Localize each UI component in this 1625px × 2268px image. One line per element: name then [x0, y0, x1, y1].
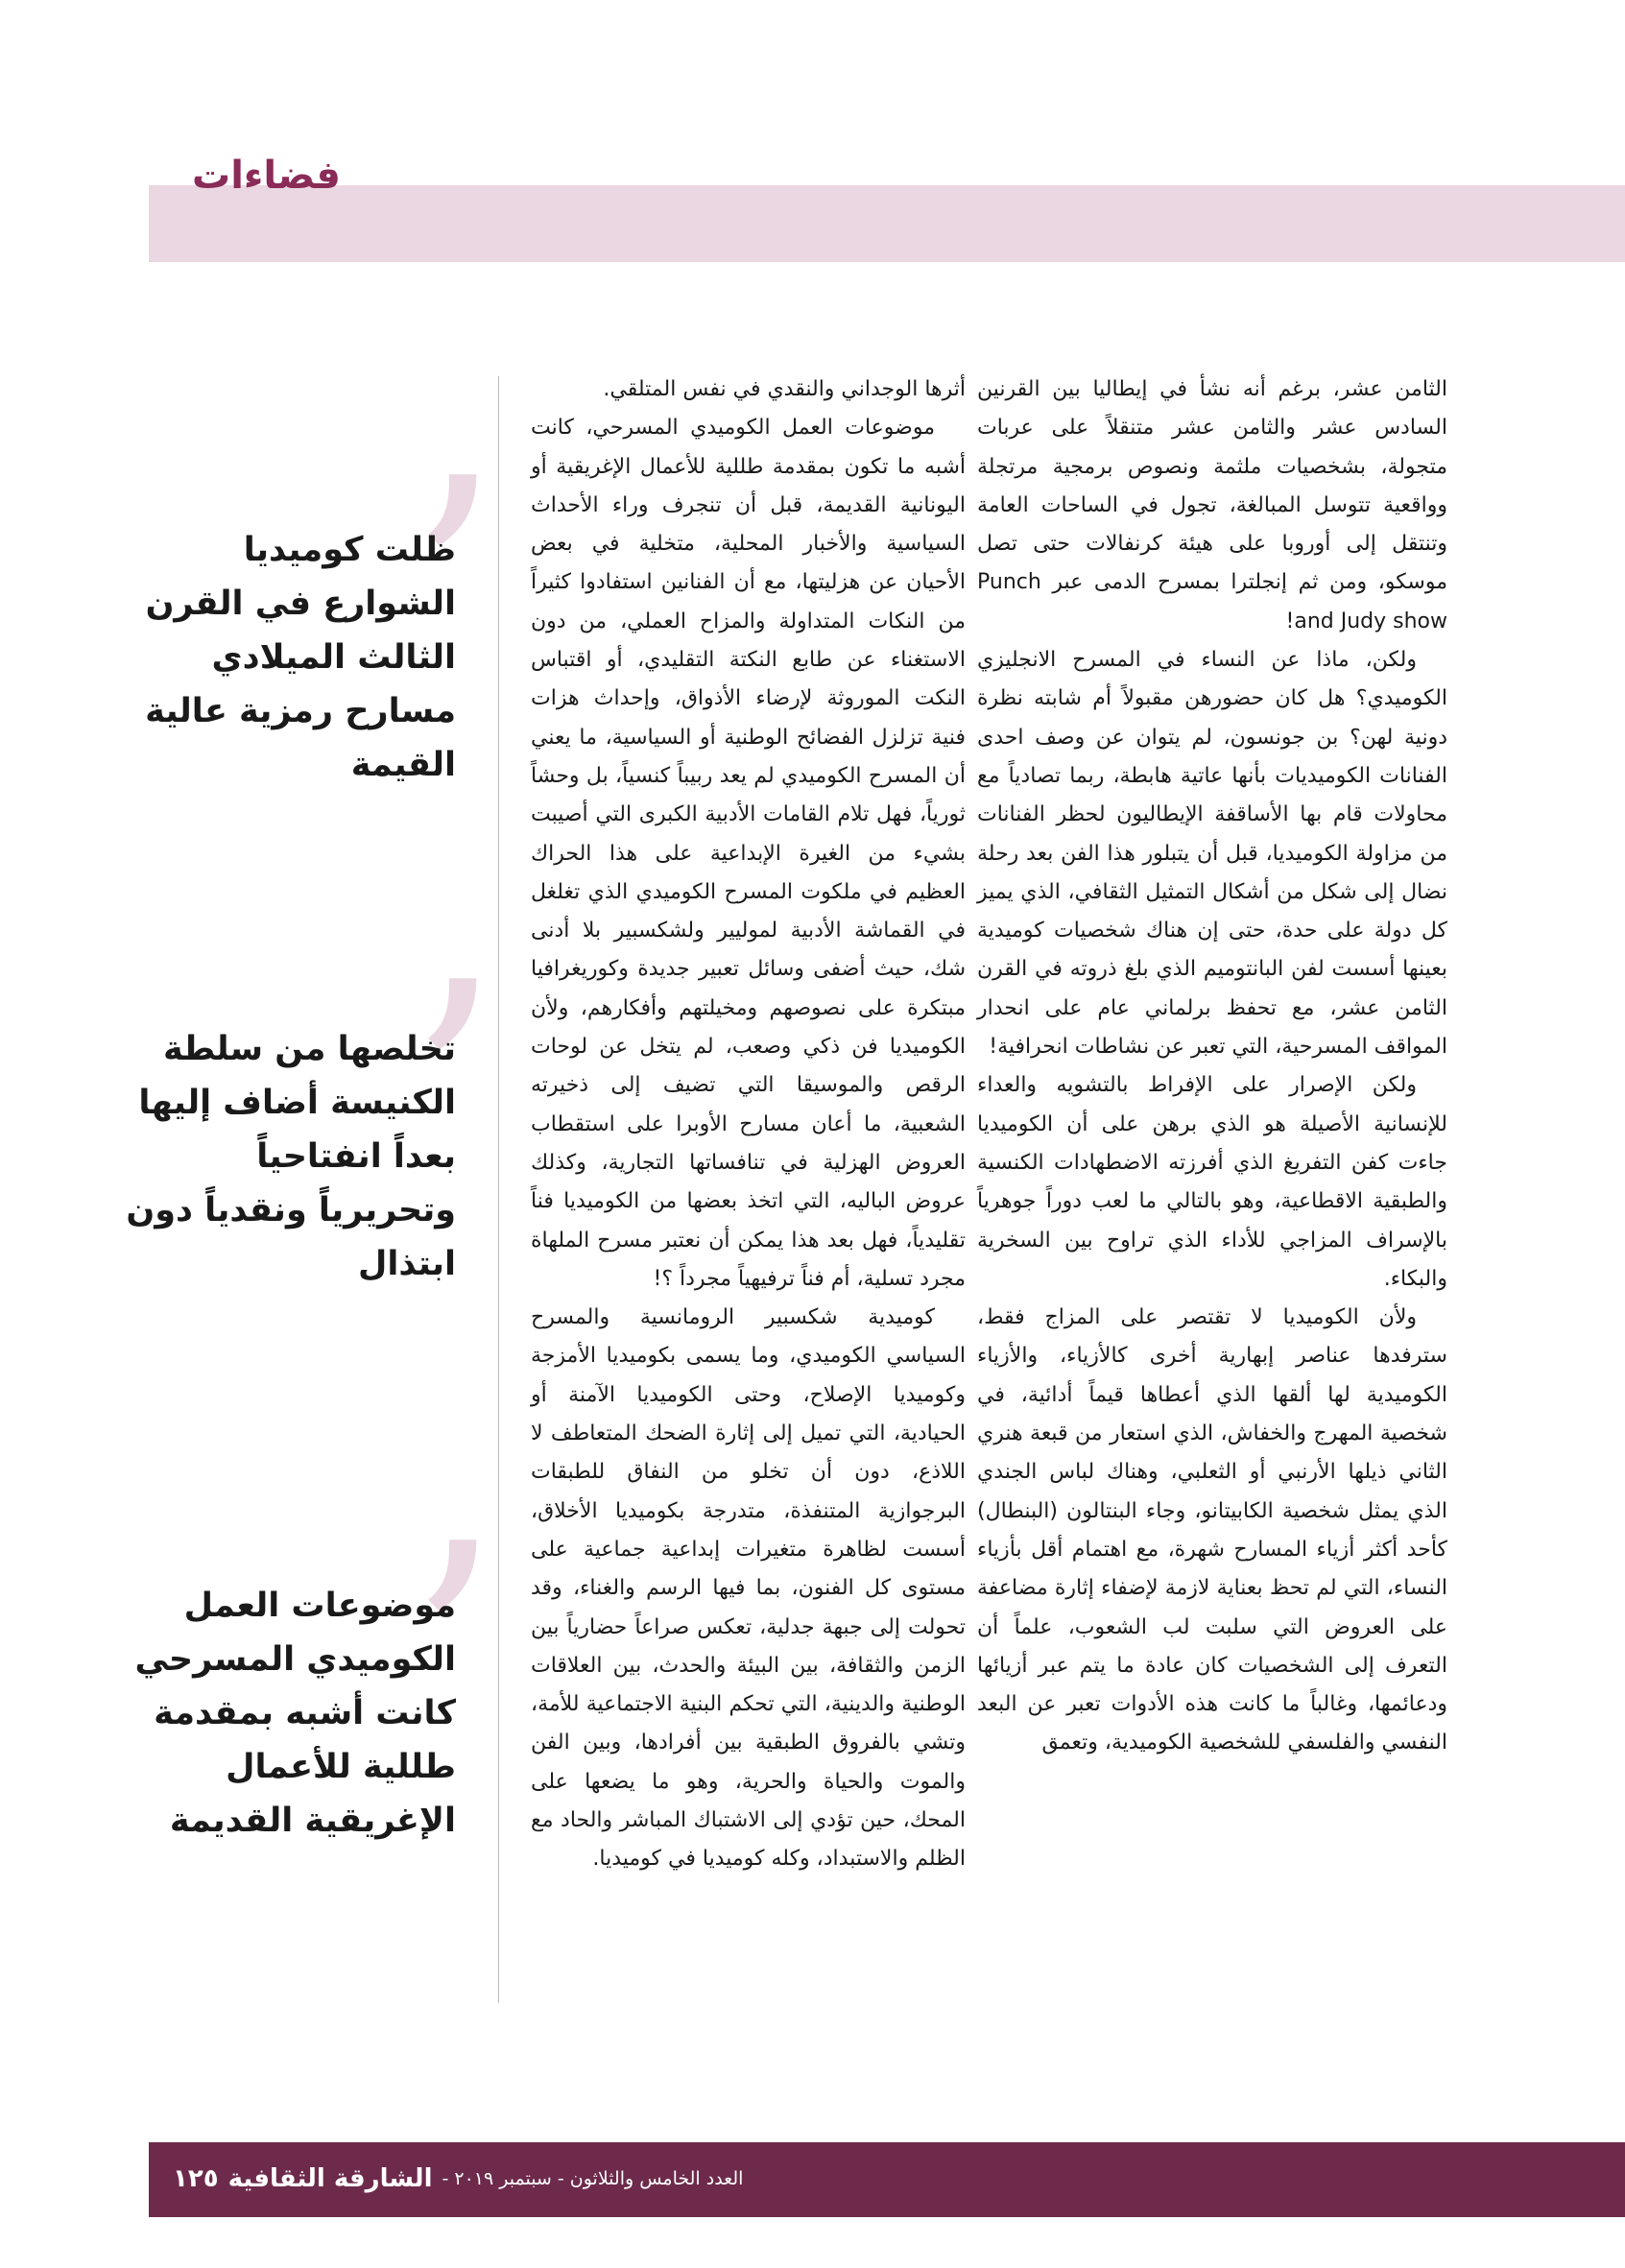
quote-mark-icon: ’ [408, 921, 500, 1256]
pull-quote-2: تخلصها من سلطة الكنيسة أضاف إليها بعداً انفتاحياً وتحريرياً ونقدياً دون ابتذال [126, 1030, 456, 1283]
paragraph: ولكن الإصرار على الإفراط بالتشويه والعداء للإنسانية الأصيلة هو الذي برهن على أن الكوميديا جاءت كفن التفريغ الذي أفرزته الاضطهادات الكنسية والطبقية الاقطاعية، وهو بالتالي ما لعب دوراً جوهرياً بالإسراف المزاجي للأداء الذي تراوح بين السخرية والبكاء. [977, 1073, 1447, 1291]
paragraph: ولأن الكوميديا لا تقتصر على المزاج فقط، سترفدها عناصر إبهارية أخرى كالأزياء، والأزياء الكوميدية لها ألقها الذي أعطاها قيماً أدائية، في شخصية المهرج والخفاش، الذي استعار من قبعة هنري الثاني ذيلها الأرنبي أو الثعلبي، وهناك لباس الجندي الذي يمثل شخصية الكابيتانو، وجاء البنتالون (البنطال) كأحد أكثر أزياء المسارح شهرة، مع اهتمام أقل بأزياء النساء، التي لم تحظ بعناية لازمة لإضفاء إثارة مضاعفة على العروض التي سلبت لب الشعوب، علماً أن التعرف إلى الشخصيات كان عادة ما يتم عبر أزيائها ودعائمها، وغالباً ما كانت هذه الأدوات تعبر عن البعد النفسي والفلسفي للشخصية الكوميدية، وتعمق [977, 1305, 1447, 1755]
section-title: فضاءات [192, 154, 341, 198]
header-band [149, 185, 1625, 262]
paragraph: أثرها الوجداني والنقدي في نفس المتلقي. [603, 377, 966, 401]
quote-mark-icon: ’ [408, 1483, 500, 1818]
paragraph: كوميدية شكسبير الرومانسية والمسرح السياسي الكوميدي، وما يسمى بكوميديا الأمزجة وكوميديا الإصلاح، وحتى الكوميديا الآمنة أو الحيادية، التي تميل إلى إثارة الضحك المتعاطف لا اللاذع، دون أن تخلو من النفاق للطبقات البرجوازية المتنفذة، متدرجة بكوميديا الأخلاق، أسست لظاهرة متغيرات إبداعية جماعية على مستوى كل الفنون، بما فيها الرسم والغناء، وقد تحولت إلى جبهة جدلية، تعكس صراعاً حضارياً بين الزمن والثقافة، بين البيئة والحدث، بين العلاقات الوطنية والدينية، التي تحكم البنية الاجتماعية للأمة، وتشي بالفروق الطبقية بين أفرادها، وبين الفن والموت والحياة والحرية، وهو ما يضعها على المحك، حين تؤدي إلى الاشتباك المباشر والحاد مع الظلم والاستبداد، وكله كوميديا في كوميديا. [531, 1305, 966, 1872]
paragraph: موضوعات العمل الكوميدي المسرحي، كانت أشبه ما تكون بمقدمة طللية للأعمال الإغريقية أو اليونانية القديمة، قبل أن تنجرف وراء الأحداث السياسية والأخبار المحلية، متخلية في بعض الأحيان عن هزليتها، مع أن الفنانين استفادوا كثيراً من النكات المتداولة والمزاح العملي، من دون الاستغناء عن طابع النكتة التقليدي، أو اقتباس النكت الموروثة لإرضاء الأذواق، وإحداث هزات فنية تزلزل الفضائح الوطنية أو السياسية، ما يعني أن المسرح الكوميدي لم يعد ربيباً كنسياً، بل وحشاً ثورياً، فهل تلام القامات الأدبية الكبرى التي أصيبت بشيء من الغيرة الإبداعية على هذا الحراك العظيم في ملكوت المسرح الكوميدي الذي تغلغل في القماشة الأدبية لموليير ولشكسبير بلا أدنى شك، حيث أضفى وسائل تعبير جديدة وكوريغرافيا مبتكرة على نصوصهم ومخيلتهم وأفكارهم، ولأن الكوميديا فن ذكي وصعب، لم يتخل عن لوحات الرقص والموسيقا التي تضيف إلى ذخيرته الشعبية، ما أعان مسارح الأوبرا على استقطاب العروض الهزلية في تنافساتها التجارية، وكذلك عروض الباليه، التي اتخذ بعضها من الكوميديا فناً تقليدياً، فهل بعد هذا يمكن أن نعتبر مسرح الملهاة مجرد تسلية، أم فناً ترفيهياً مجرداً ؟! [531, 416, 966, 1291]
footer [173, 2155, 743, 2203]
quote-mark-icon: ’ [408, 418, 500, 752]
paragraph: الثامن عشر، برغم أنه نشأ في إيطاليا بين القرنين السادس عشر والثامن عشر متنقلاً على عربات متجولة، بشخصيات ملثمة ونصوص برمجية مرتجلة وواقعية تتوسل المبالغة، تجول في الساحات العامة وتنتقل إلى أوروبا على هيئة كرنفالات حتى تصل موسكو، ومن ثم إنجلترا بمسرح الدمى عبر Punch and Judy show! [977, 377, 1447, 633]
magazine-title: الشارقة الثقافية [227, 2164, 433, 2193]
paragraph: ولكن، ماذا عن النساء في المسرح الانجليزي الكوميدي؟ هل كان حضورهن مقبولاً أم شابته نظرة دونية لهن؟ بن جونسون، لم يتوان عن وصف احدى الفنانات الكوميديات بأنها عاتية هابطة، ربما تصادياً مع محاولات قام بها الأساقفة الإيطاليون لحظر الفنانات من مزاولة الكوميديا، قبل أن يتبلور هذا الفن بعد رحلة نضال إلى شكل من أشكال التمثيل الثقافي، الذي يميز كل دولة على حدة، حتى إن هناك شخصيات كوميدية بعينها أسست لفن البانتوميم الذي بلغ ذروته في القرن الثامن عشر، مع تحفظ برلماني عام على انحدار المواقف المسرحية، التي تعبر عن نشاطات انحرافية! [977, 648, 1447, 1060]
pull-quote-3: موضوعات العمل الكوميدي المسرحي كانت أشبه بمقدمة طللية للأعمال الإغريقية القديمة [134, 1587, 456, 1840]
article-column-right [977, 370, 1447, 1763]
article-column-middle [531, 370, 966, 1879]
page-number: ١٢٥ [173, 2164, 219, 2193]
pull-quote-1: ظلت كوميديا الشوارع في القرن الثالث الميلادي مسارح رمزية عالية القيمة [145, 531, 456, 784]
issue-info: العدد الخامس والثلاثون - سبتمبر ٢٠١٩ - [442, 2168, 744, 2189]
